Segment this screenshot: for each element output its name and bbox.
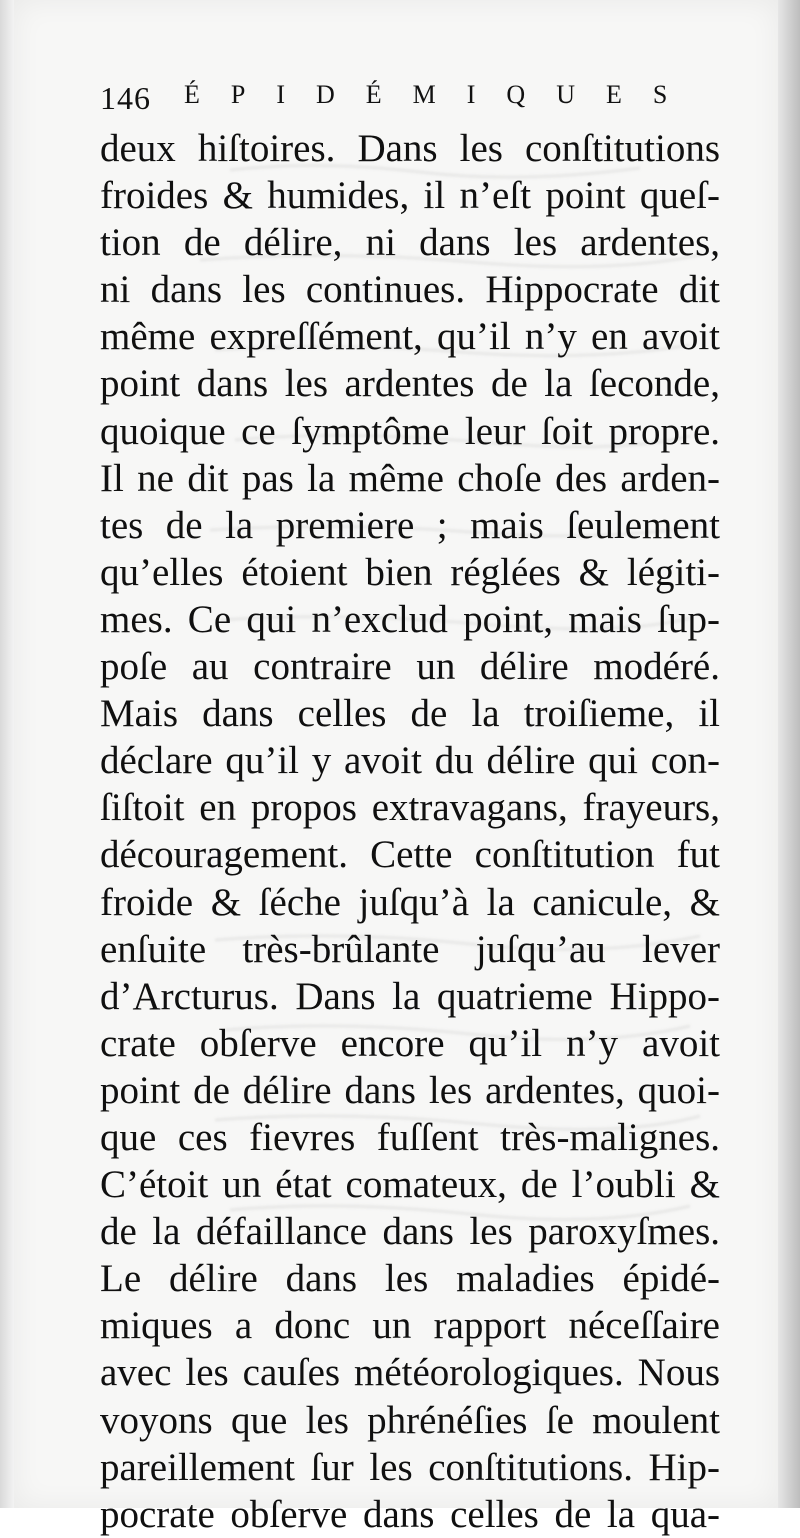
text-line: point de délire dans les ardentes, quoi- — [100, 1068, 720, 1112]
text-line: voyons que les phrénéſies ſe moulent — [100, 1398, 720, 1442]
text-line: avec les cauſes météorologiques. Nous — [100, 1351, 720, 1395]
text-line: pocrate obſerve dans celles de la qua- — [100, 1492, 720, 1536]
text-line: que ces fievres fuſſent très-malignes. — [100, 1115, 720, 1159]
text-line: Mais dans celles de la troiſieme, il — [100, 692, 720, 736]
text-line: mes. Ce qui n’exclud point, mais ſup- — [100, 597, 720, 641]
text-line: quoique ce ſymptôme leur ſoit propre. — [100, 409, 720, 453]
text-line: Il ne dit pas la même choſe des arden- — [100, 456, 720, 500]
text-line: crate obſerve encore qu’il n’y avoit — [100, 1021, 720, 1065]
page-number: 146 — [100, 80, 151, 116]
text-line: même expreſſément, qu’il n’y en avoit — [100, 315, 720, 359]
text-line: découragement. Cette conſtitution fut — [100, 833, 720, 877]
running-title: ÉPIDÉMIQUES — [184, 80, 699, 109]
text-line: deux hiſtoires. Dans les conſtitutions — [100, 127, 720, 170]
text-line: pareillement ſur les conſtitutions. Hip- — [100, 1445, 720, 1489]
text-line: ſiſtoit en propos extravagans, frayeurs, — [100, 786, 720, 830]
text-line: poſe au contraire un délire modéré. — [100, 645, 720, 689]
text-line: froides & humides, il n’eſt point queſ- — [100, 174, 720, 218]
text-line: tes de la premiere ; mais ſeulement — [100, 503, 720, 547]
text-line: enſuite très-brûlante juſqu’au lever — [100, 927, 720, 971]
text-line: déclare qu’il y avoit du délire qui con- — [100, 739, 720, 783]
text-line: Le délire dans les maladies épidé- — [100, 1257, 720, 1301]
text-line: d’Arcturus. Dans la quatrieme Hippo- — [100, 974, 720, 1018]
text-line: point dans les ardentes de la ſeconde, — [100, 362, 720, 406]
text-line: froide & ſéche juſqu’à la canicule, & — [100, 880, 720, 924]
text-line: de la défaillance dans les paroxyſmes. — [100, 1210, 720, 1254]
text-line: C’étoit un état comateux, de l’oubli & — [100, 1163, 720, 1207]
text-line: ni dans les continues. Hippocrate dit — [100, 268, 720, 312]
text-line: miques a donc un rapport néceſſaire — [100, 1304, 720, 1348]
running-head — [100, 80, 699, 130]
page-edge-shadow — [778, 0, 800, 1508]
body-text — [100, 125, 720, 1538]
text-line: tion de délire, ni dans les ardentes, — [100, 221, 720, 265]
text-line: qu’elles étoient bien réglées & légiti- — [100, 550, 720, 594]
